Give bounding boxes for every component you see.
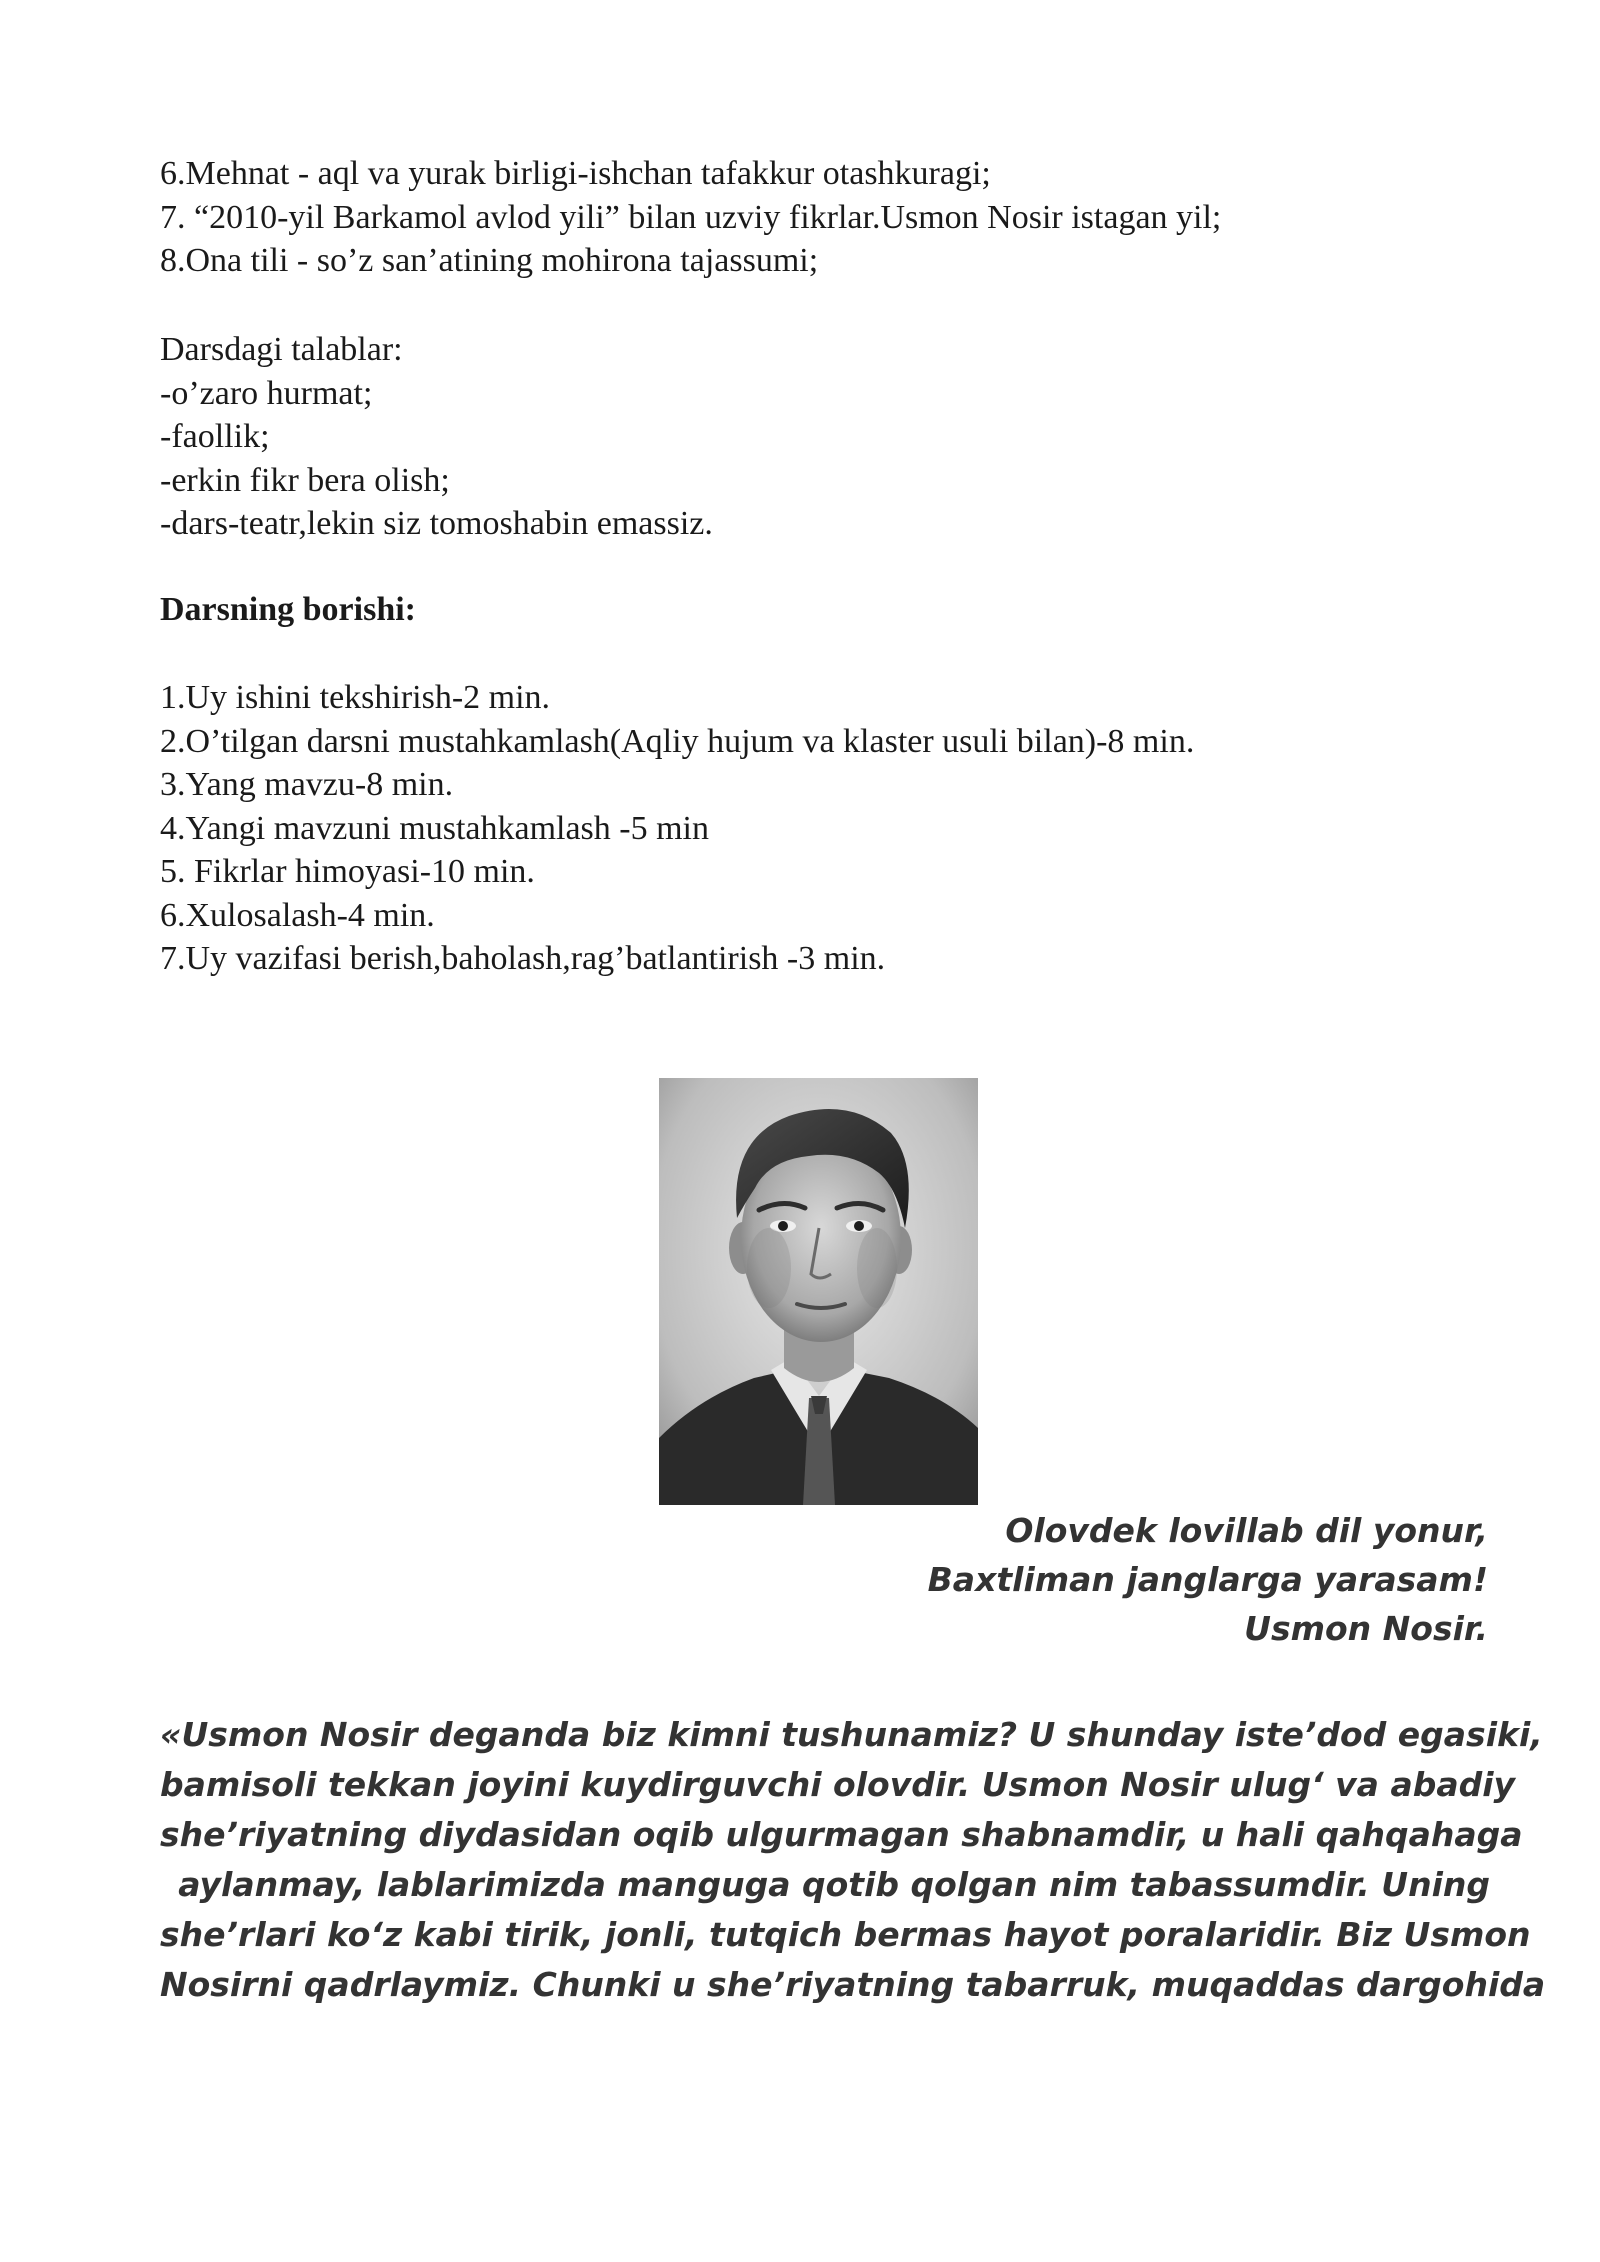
progress-heading-text: Darsning borishi: [160,591,416,628]
goal-item: 6.Mehnat - aql va yurak birligi-ishchan tafakkur otashkuragi; [160,155,991,192]
quoted-paragraph [160,1710,1546,2010]
epigraph-line: Olovdek lovillab dil yonur, [1005,1511,1488,1550]
requirements-title: Darsdagi talablar: [160,331,403,368]
progress-step: 1.Uy ishini tekshirish-2 min. [160,679,551,716]
paragraph-line: «Usmon Nosir deganda biz kimni tushunamiz? U shunday iste’dod egasiki, [160,1715,1543,1754]
progress-step: 6.Xulosalash-4 min. [160,896,435,934]
portrait-photo [659,1078,978,1505]
requirement-item: -faollik; [160,418,270,455]
progress-step: 2.O’tilgan darsni mustahkamlash(Aqliy hujum va klaster usuli bilan)-8 min. [160,722,1195,760]
progress-steps [160,676,1500,981]
progress-step: 5. Fikrlar himoyasi-10 min. [160,853,535,890]
paragraph-line: she’rlari ko‘z kabi tirik, jonli, tutqich bermas hayot poralaridir. Biz Usmon [160,1915,1531,1954]
progress-step: 7.Uy vazifasi berish,baholash,rag’batlantirish -3 min. [160,940,886,977]
epigraph-line: Baxtliman janglarga yarasam! [927,1560,1488,1599]
lesson-requirements [160,328,1500,546]
paragraph-line: bamisoli tekkan joyini kuydirguvchi olovdir. Usmon Nosir ulug‘ va abadiy [160,1765,1516,1804]
portrait-illustration [659,1078,978,1505]
paragraph-line: Nosirni qadrlaymiz. Chunki u she’riyatning tabarruk, muqaddas dargohida [160,1965,1546,2004]
requirement-item: -dars-teatr,lekin siz tomoshabin emassiz. [160,505,713,542]
goal-item: 7. “2010-yil Barkamol avlod yili” bilan uzviy fikrlar.Usmon Nosir istagan yil; [160,198,1222,236]
goals-list [160,152,1500,283]
paragraph-line: aylanmay, lablarimizda manguga qotib qolgan nim tabassumdir. Uning [178,1865,1490,1904]
requirement-item: -o’zaro hurmat; [160,374,373,412]
epigraph-author: Usmon Nosir. [1244,1609,1488,1648]
progress-heading [160,588,1500,632]
paragraph-line: she’riyatning diydasidan oqib ulgurmagan shabnamdir, u hali qahqahaga [160,1815,1523,1854]
progress-step: 3.Yang mavzu-8 min. [160,766,454,803]
requirement-item: -erkin fikr bera olish; [160,461,450,499]
goal-item: 8.Ona tili - so’z san’atining mohirona tajassumi; [160,242,819,279]
epigraph [588,1506,1488,1653]
progress-step: 4.Yangi mavzuni mustahkamlash -5 min [160,809,709,847]
